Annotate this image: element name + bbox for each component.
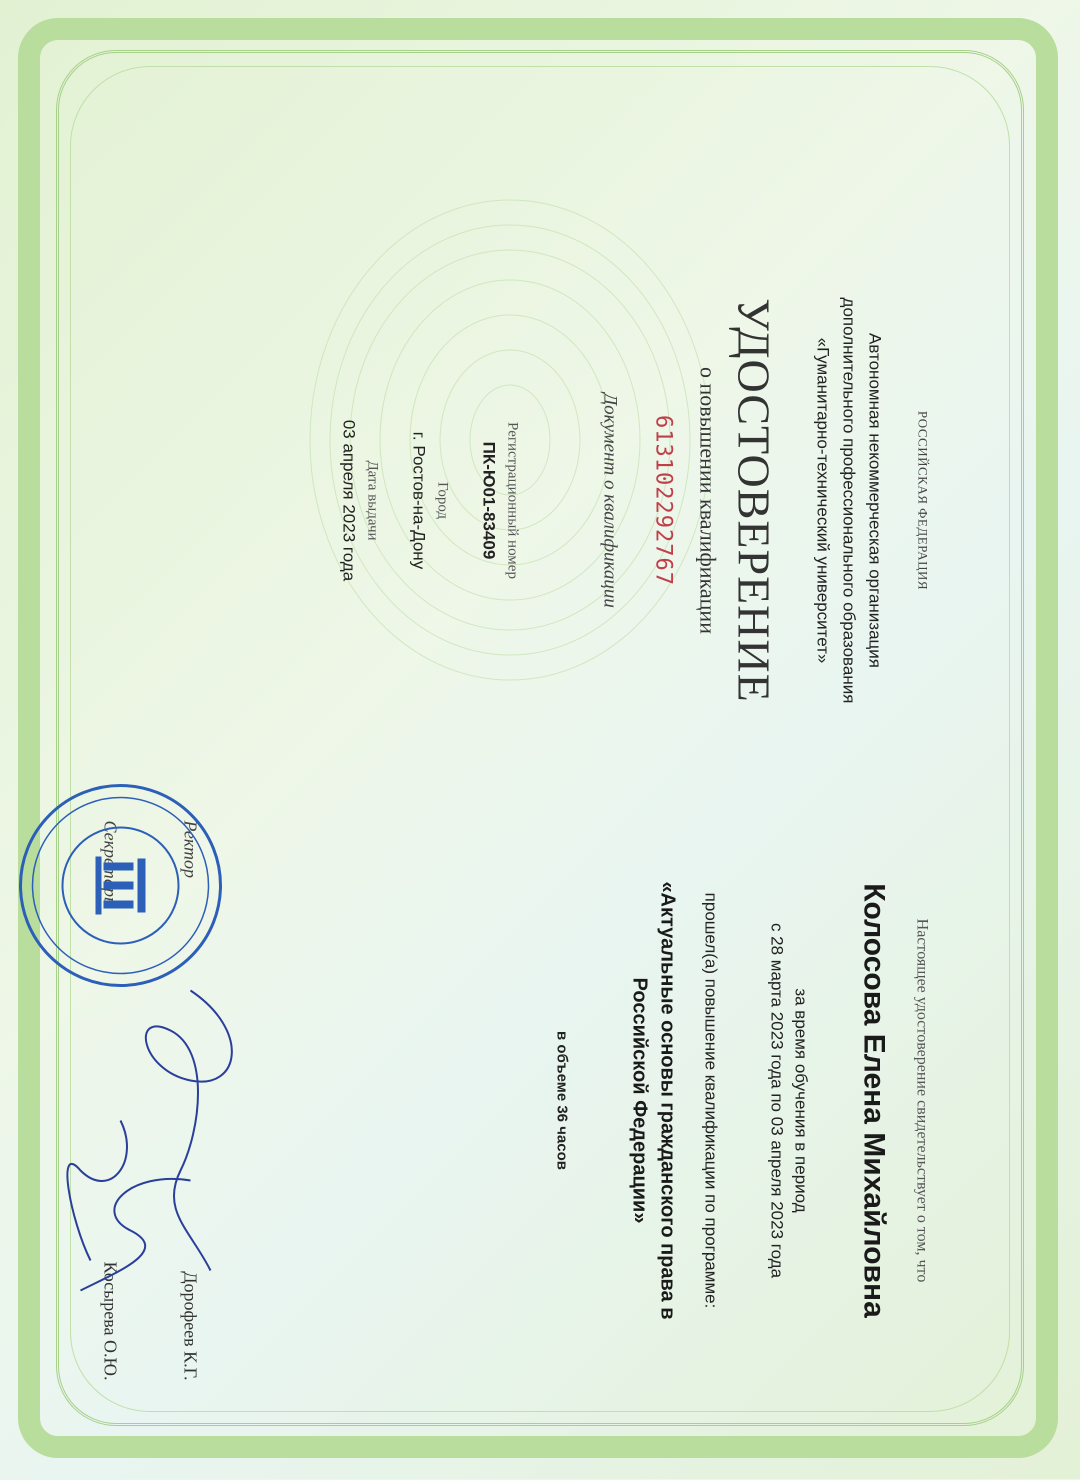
hours-text: в объеме 36 часов — [553, 1031, 570, 1170]
certificate-content — [0, 1, 1080, 1480]
handwritten-signature — [40, 971, 250, 1351]
org-line-3: «Гуманитарно-технический университет» — [813, 337, 832, 664]
registration-number: ПК-Ю01-83409 — [479, 441, 498, 560]
org-line-2: дополнительного профессионального образования — [839, 297, 858, 704]
rector-label: Ректор — [180, 820, 200, 879]
institution-block — [0, 201, 1080, 801]
serial-number: 613102292767 — [650, 415, 675, 586]
city-label: Город — [434, 481, 450, 520]
city-value: г. Ростов-на-Дону — [409, 431, 428, 570]
rector-name: Дорофеев К.Г. — [180, 1271, 200, 1381]
document-subtitle: о повышении квалификации — [695, 367, 720, 634]
document-title: УДОСТОВЕРЕНИЕ — [728, 298, 779, 703]
period-line-2: с 28 марта 2023 года по 03 апреля 2023 года — [767, 922, 786, 1279]
country-label: РОССИЙСКАЯ ФЕДЕРАЦИЯ — [915, 410, 930, 591]
registration-label: Регистрационный номер — [504, 422, 520, 579]
intro-text: Настоящее удостоверение свидетельствует о том, что — [913, 918, 930, 1283]
issue-date-value: 03 апреля 2023 года — [339, 419, 358, 582]
program-line-2: Российской Федерации» — [628, 977, 650, 1224]
org-line-1: Автономная некоммерческая организация — [865, 333, 884, 668]
period-line-1: за время обучения в период — [791, 988, 810, 1213]
official-stamp — [15, 781, 225, 991]
completed-text: прошел(а) повышение квалификации по программе: — [701, 892, 720, 1309]
issue-date-label: Дата выдачи — [364, 460, 380, 541]
holder-block — [0, 821, 1080, 1381]
secretary-name: Косырева О.Ю. — [100, 1261, 120, 1381]
document-type: Документ о квалификации — [599, 393, 620, 608]
program-line-1: «Актуальные основы гражданского права в — [656, 881, 678, 1320]
holder-name: Колосова Елена Михайловна — [857, 883, 890, 1318]
